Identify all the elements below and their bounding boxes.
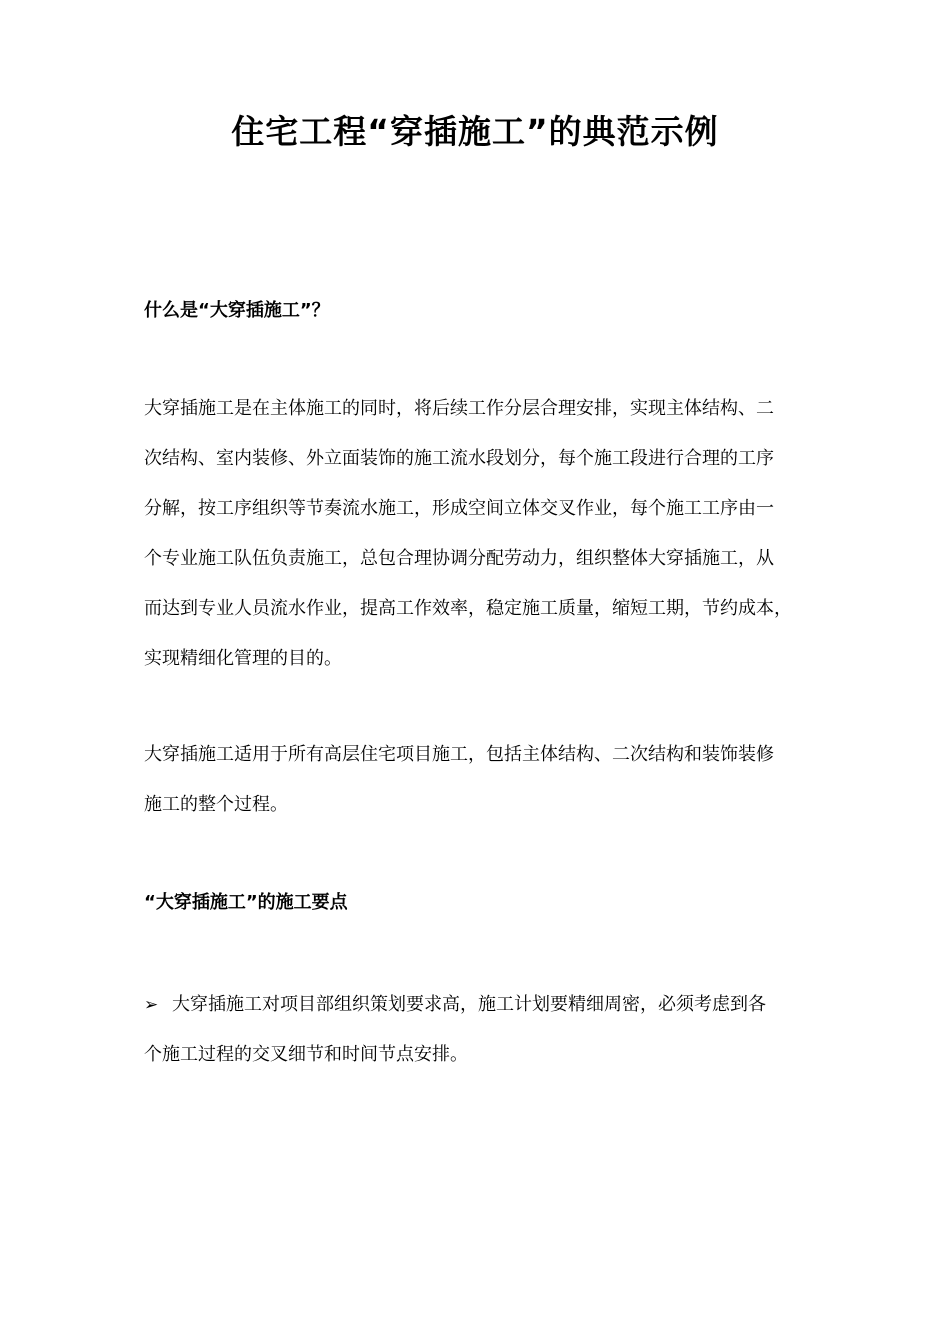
paragraph-line: 个专业施工队伍负责施工，总包合理协调分配劳动力，组织整体大穿插施工，从 xyxy=(144,548,774,569)
paragraph-line: 次结构、室内装修、外立面装饰的施工流水段划分，每个施工段进行合理的工序 xyxy=(144,448,774,469)
bullet-continuation-line: 个施工过程的交叉细节和时间节点安排。 xyxy=(144,1044,468,1065)
paragraph-line: 分解，按工序组织等节奏流水施工，形成空间立体交叉作业，每个施工工序由一 xyxy=(144,498,774,519)
section-heading-key-points: “大穿插施工”的施工要点 xyxy=(144,892,348,913)
arrow-bullet-icon: ➢ xyxy=(144,995,159,1015)
bullet-text: 大穿插施工对项目部组织策划要求高，施工计划要精细周密，必须考虑到各 xyxy=(172,994,766,1015)
paragraph-line: 大穿插施工是在主体施工的同时，将后续工作分层合理安排，实现主体结构、二 xyxy=(144,398,774,419)
bullet-item xyxy=(144,980,814,1080)
paragraph-line: 大穿插施工适用于所有高层住宅项目施工，包括主体结构、二次结构和装饰装修 xyxy=(144,744,774,765)
paragraph-line: 而达到专业人员流水作业，提高工作效率，稳定施工质量，缩短工期，节约成本， xyxy=(144,598,792,619)
paragraph-line: 施工的整个过程。 xyxy=(144,794,288,815)
bullet-line xyxy=(144,980,814,1030)
section-heading-what-is: 什么是“大穿插施工”？ xyxy=(144,300,330,321)
paragraph-applicability xyxy=(144,730,814,830)
document-title: 住宅工程“穿插施工”的典范示例 xyxy=(231,112,719,151)
paragraph-line: 实现精细化管理的目的。 xyxy=(144,648,342,669)
paragraph-definition xyxy=(144,384,814,684)
